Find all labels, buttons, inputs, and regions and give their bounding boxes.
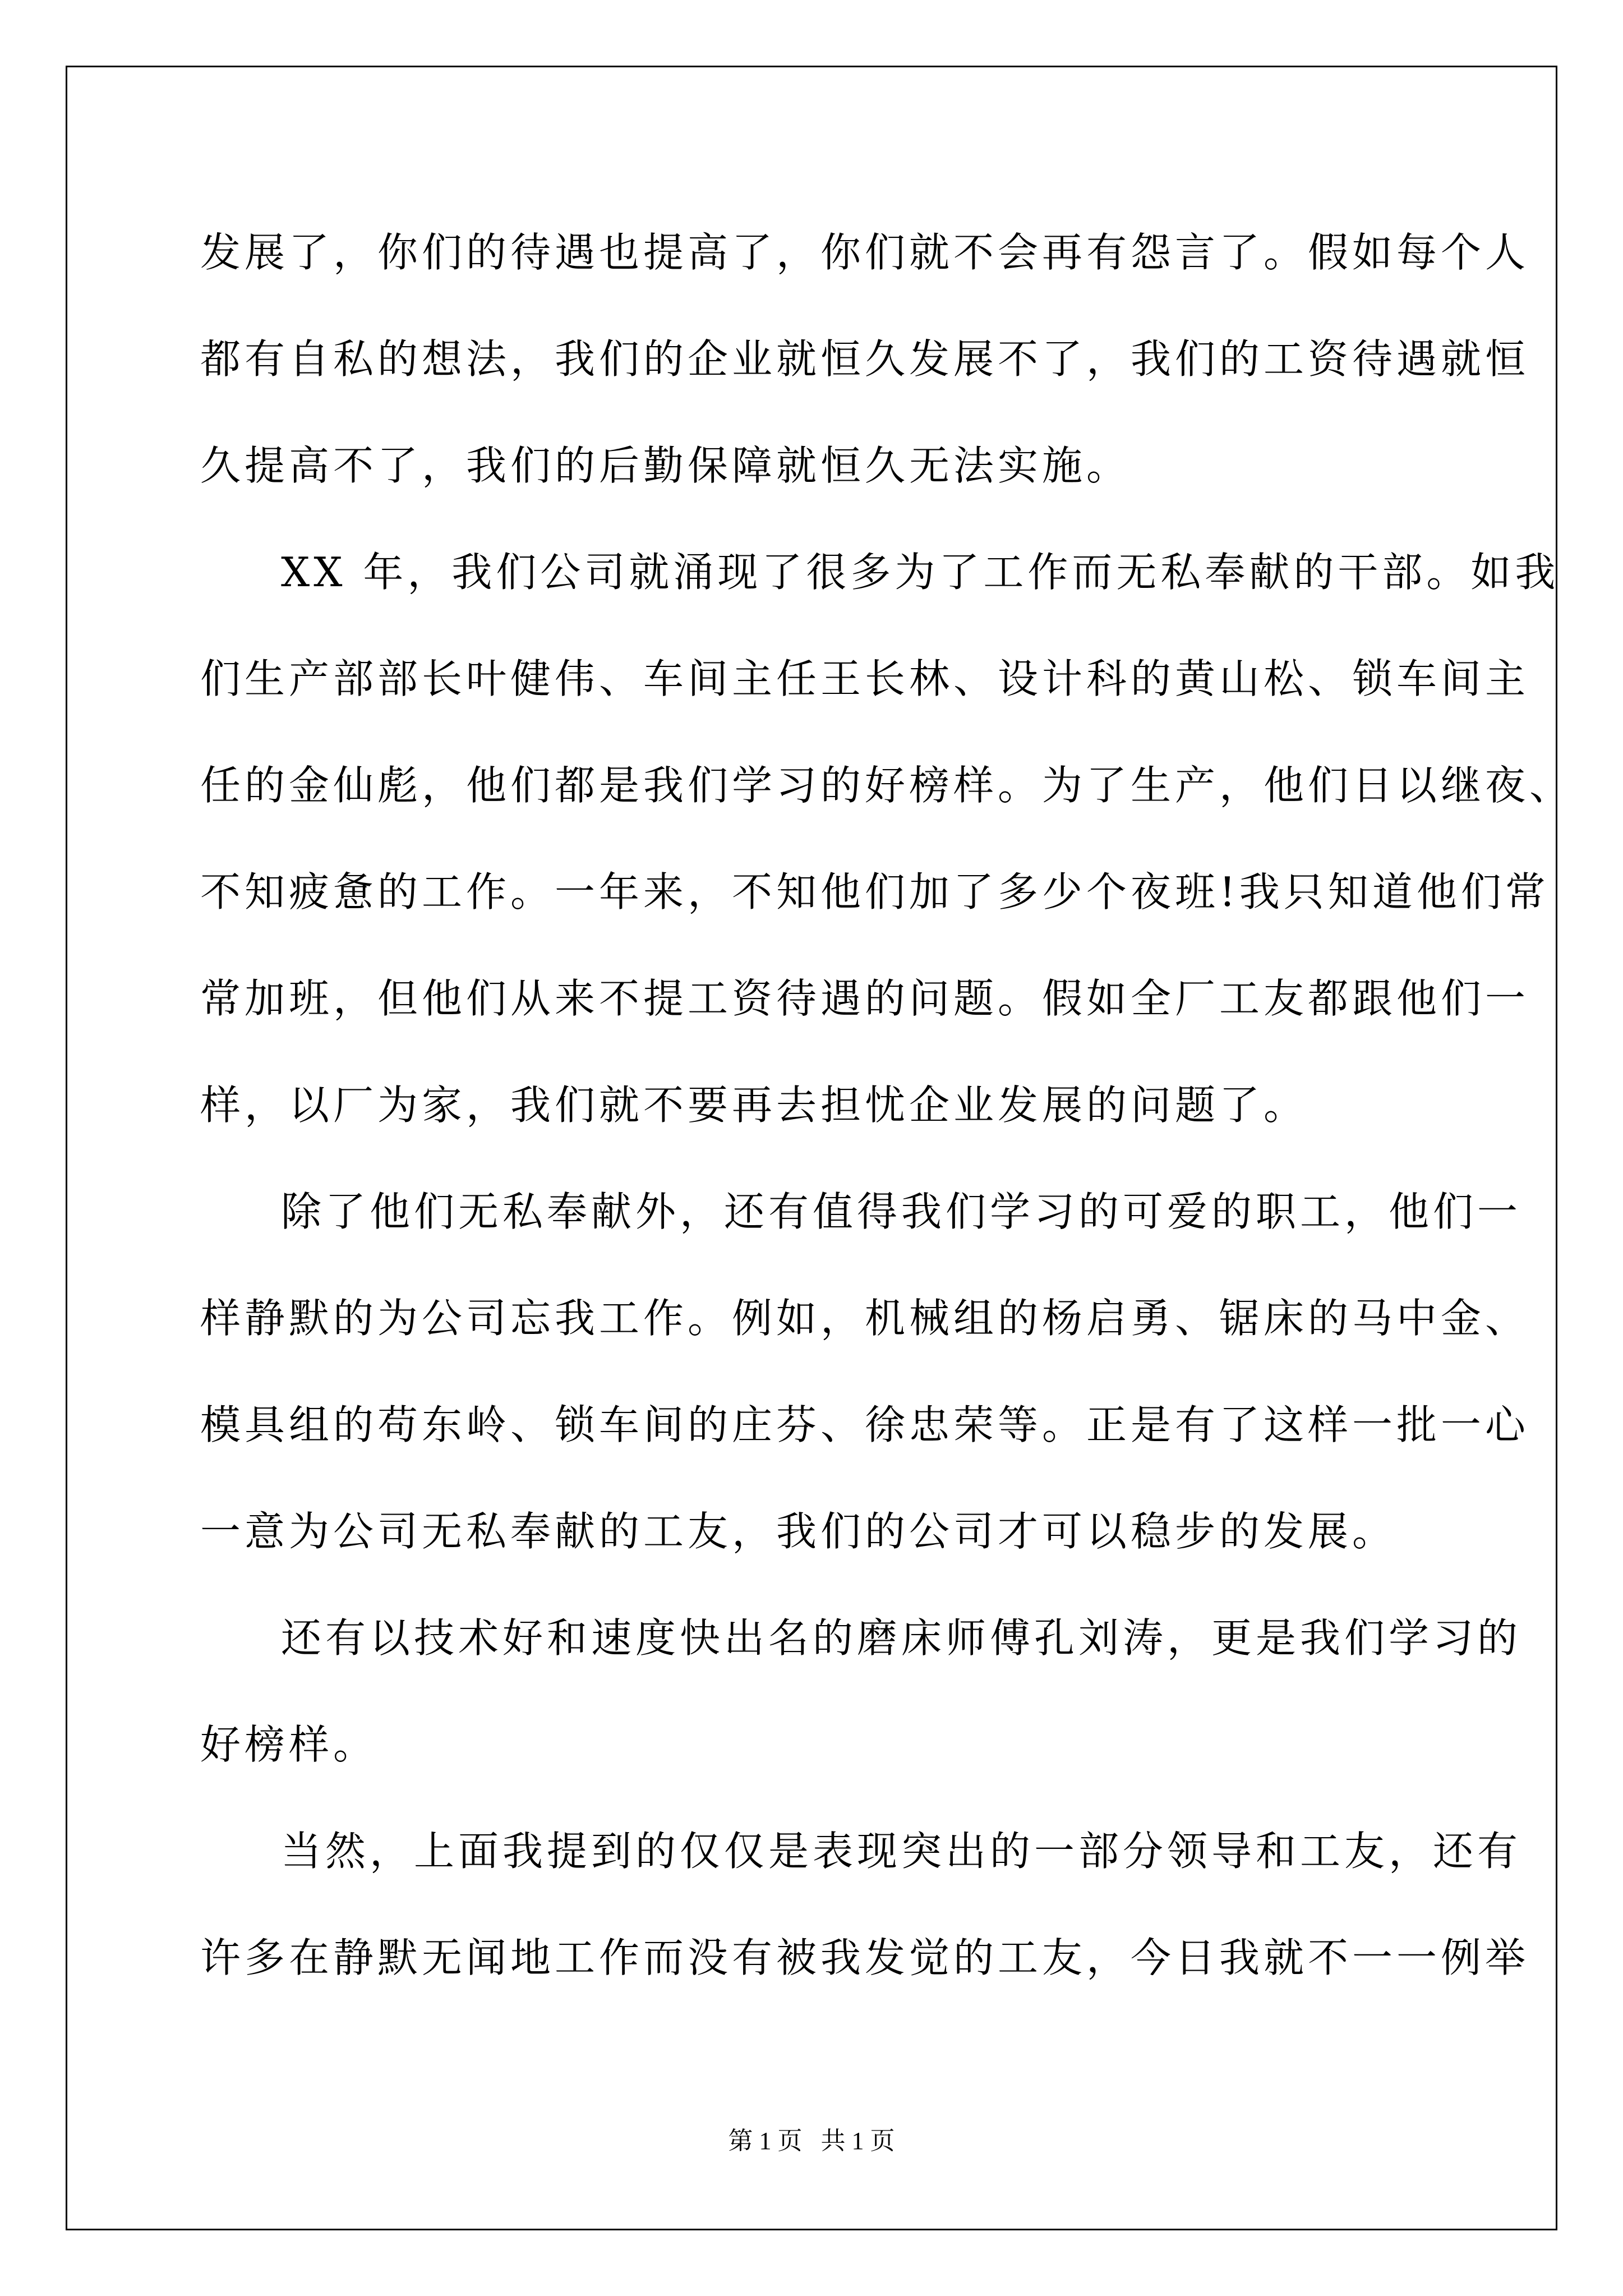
text-line: 好榜样。 bbox=[200, 1721, 378, 1768]
text-line: 久提高不了，我们的后勤保障就恒久无法实施。 bbox=[200, 442, 1131, 489]
text-line: 许多在静默无闻地工作而没有被我发觉的工友，今日我就不一一例举 bbox=[200, 1934, 1530, 1981]
text-line: 不知疲惫的工作。一年来，不知他们加了多少个夜班!我只知道他们常 bbox=[200, 868, 1550, 915]
paragraph-first-line: 除了他们无私奉献外，还有值得我们学习的可爱的职工，他们一 bbox=[281, 1188, 1522, 1235]
text-line: 模具组的苟东岭、锁车间的庄芬、徐忠荣等。正是有了这样一批一心 bbox=[200, 1401, 1530, 1448]
text-line: 发展了，你们的待遇也提高了，你们就不会再有怨言了。假如每个人 bbox=[200, 229, 1530, 276]
paragraph-first-line: XX 年，我们公司就涌现了很多为了工作而无私奉献的干部。如我 bbox=[281, 549, 1560, 596]
text-line: 们生产部部长叶健伟、车间主任王长林、设计科的黄山松、锁车间主 bbox=[200, 655, 1530, 702]
text-line: 常加班，但他们从来不提工资待遇的问题。假如全厂工友都跟他们一 bbox=[200, 975, 1530, 1022]
page-number-footer: 第 1 页 共 1 页 bbox=[728, 2127, 895, 2155]
paragraph-first-line: 还有以技术好和速度快出名的磨床师傅孔刘涛，更是我们学习的 bbox=[281, 1614, 1522, 1662]
text-line: 样静默的为公司忘我工作。例如，机械组的杨启勇、锯床的马中金、 bbox=[200, 1295, 1530, 1342]
paragraph-first-line: 当然，上面我提到的仅仅是表现突出的一部分领导和工友，还有 bbox=[281, 1828, 1522, 1875]
text-line: 任的金仙彪，他们都是我们学习的好榜样。为了生产，他们日以继夜、 bbox=[200, 762, 1574, 809]
text-line: 样，以厂为家，我们就不要再去担忧企业发展的问题了。 bbox=[200, 1082, 1308, 1129]
text-line: 都有自私的想法，我们的企业就恒久发展不了，我们的工资待遇就恒 bbox=[200, 335, 1530, 383]
text-line: 一意为公司无私奉献的工友，我们的公司才可以稳步的发展。 bbox=[200, 1508, 1397, 1555]
